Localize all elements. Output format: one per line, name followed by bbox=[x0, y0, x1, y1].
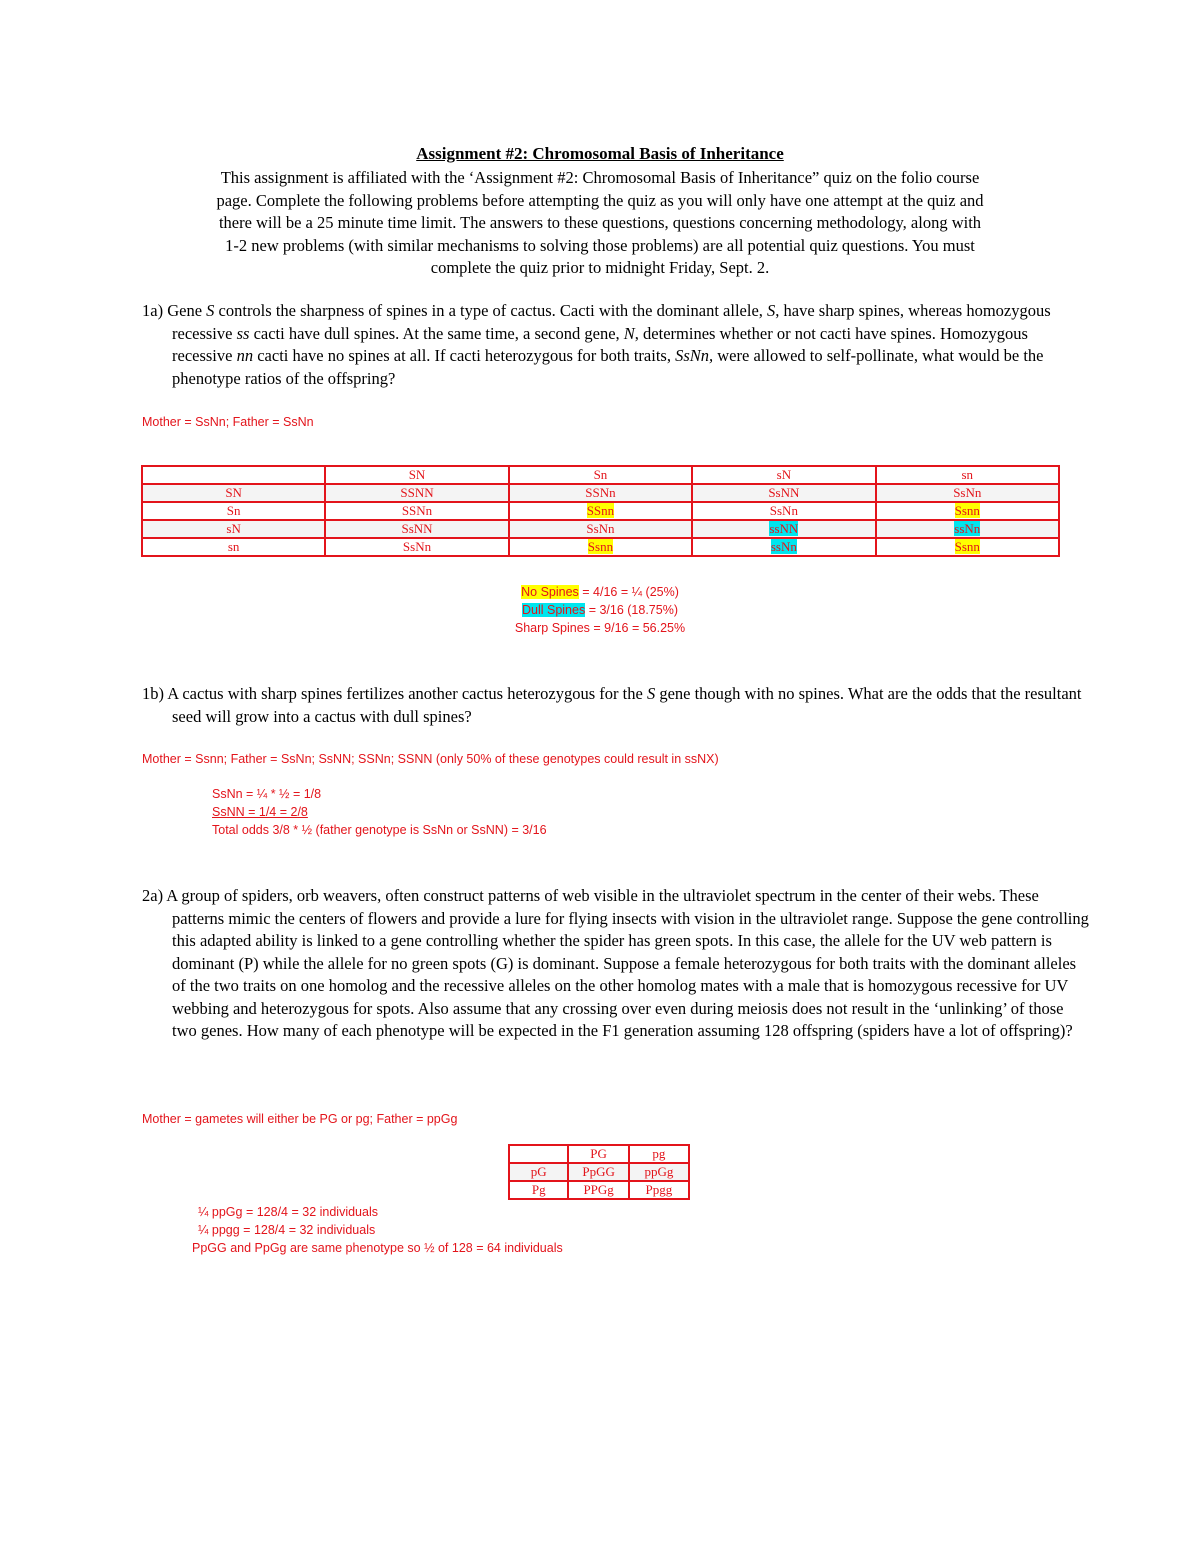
table-cell: SsNn bbox=[692, 502, 875, 520]
table-cell: SsNn bbox=[509, 520, 692, 538]
table-cell: PpGG bbox=[568, 1163, 628, 1181]
highlighted-genotype: Ssnn bbox=[587, 539, 614, 554]
table-cell: Ppgg bbox=[629, 1181, 689, 1199]
table-cell bbox=[509, 538, 692, 556]
table-row bbox=[142, 538, 1059, 556]
question-text: Gene bbox=[163, 301, 207, 320]
answer-line: ¼ ppGg = 128/4 = 32 individuals bbox=[198, 1205, 378, 1219]
highlighted-genotype: ssNn bbox=[770, 539, 797, 554]
answer-2a-work bbox=[192, 1203, 563, 1257]
table-row bbox=[142, 484, 1059, 502]
question-text: A cactus with sharp spines fertilizes another cactus heterozygous for the bbox=[164, 684, 647, 703]
gene-symbol: ss bbox=[236, 323, 250, 343]
result-no-spines bbox=[0, 583, 1200, 601]
no-spines-label: No Spines bbox=[521, 585, 579, 599]
table-cell bbox=[692, 520, 875, 538]
table-cell: sn bbox=[142, 538, 325, 556]
table-cell bbox=[876, 538, 1059, 556]
highlighted-genotype: ssNn bbox=[954, 521, 981, 536]
question-text: A group of spiders, orb weavers, often construct patterns of web visible in the ultraviolet spectrum in the center of their webs. These patterns mimic the centers of flowers and provide a lure for flying insects with vision in the ultraviolet range. Suppose the gene controlling this adapted ability is linked to a gene controlling whether the spider has green spots. In this case, the allele for the UV web pattern is dominant (P) while the allele for no green spots (G) is dominant. Suppose a female heterozygous for both traits with the dominant alleles of the two traits on one homolog and the recessive alleles on the other homolog mates with a male that is homozygous recessive for UV webbing and heterozygous for spots. Also assume that any crossing over even during meiosis does not result in the ‘unlinking’ of those two genes. How many of each phenotype will be expected in the F1 generation assuming 128 offspring (spiders have a lot of offspring)? bbox=[163, 886, 1089, 1040]
table-cell: PPGg bbox=[568, 1181, 628, 1199]
highlighted-genotype: ssNN bbox=[769, 521, 799, 536]
question-1b bbox=[142, 683, 1092, 728]
punnett-square-1a bbox=[141, 465, 1060, 557]
question-text: , determines whether or not cacti have spines. Homozygous recessive bbox=[172, 323, 1028, 365]
table-cell: SSNN bbox=[325, 484, 508, 502]
intro-line: page. Complete the following problems before attempting the quiz as you will only have one attempt at the quiz and bbox=[216, 190, 984, 210]
question-text: controls the sharpness of spines in a type of cactus. Cacti with the dominant allele, bbox=[214, 301, 768, 320]
question-text: cacti have dull spines. At the same time, a second gene, bbox=[249, 323, 624, 343]
table-cell: pg bbox=[629, 1145, 689, 1163]
table-row bbox=[509, 1163, 689, 1181]
intro-line: complete the quiz prior to midnight Friday, Sept. 2. bbox=[430, 258, 770, 277]
table-cell: pG bbox=[509, 1163, 568, 1181]
highlighted-genotype: Ssnn bbox=[954, 503, 980, 518]
gene-symbol: SsNn, bbox=[675, 346, 714, 365]
result-sharp-spines: Sharp Spines = 9/16 = 56.25% bbox=[514, 621, 686, 635]
table-cell bbox=[876, 520, 1059, 538]
question-2a bbox=[142, 885, 1092, 1043]
table-cell: SSNn bbox=[509, 484, 692, 502]
answer-line: SsNN = 1/4 = 2/8 bbox=[212, 805, 308, 819]
table-cell: SN bbox=[325, 466, 508, 484]
question-text: gene though with no spines. What are the odds that the resultant seed will grow into a cactus with dull spines? bbox=[172, 684, 1082, 726]
answer-line: PpGG and PpGg are same phenotype so ½ of 128 = 64 individuals bbox=[192, 1241, 563, 1255]
highlighted-genotype: Ssnn bbox=[954, 539, 980, 554]
result-value: = 3/16 (18.75%) bbox=[585, 603, 678, 617]
question-text: cacti have no spines at all. If cacti heterozygous for both traits, bbox=[253, 346, 676, 365]
table-cell: sn bbox=[876, 466, 1059, 484]
gene-symbol: S bbox=[206, 301, 215, 320]
table-row bbox=[509, 1181, 689, 1199]
question-text: , have sharp spines, whereas homozygous recessive bbox=[172, 301, 1051, 343]
question-label: 1b) bbox=[142, 684, 164, 703]
gene-symbol: S bbox=[646, 684, 656, 703]
dull-spines-label: Dull Spines bbox=[521, 603, 586, 617]
table-cell bbox=[509, 1145, 568, 1163]
question-label: 1a) bbox=[142, 301, 164, 320]
punnett-square-2a bbox=[508, 1144, 690, 1200]
answer-2a-parents: Mother = gametes will either be PG or pg; Father = ppGg bbox=[142, 1112, 458, 1126]
result-dull-spines bbox=[0, 601, 1200, 619]
gene-symbol: N bbox=[623, 323, 635, 343]
question-text: were allowed to self-pollinate, what would be the phenotype ratios of the offspring? bbox=[172, 346, 1044, 388]
gene-symbol: nn bbox=[236, 346, 254, 365]
question-label: 2a) bbox=[142, 886, 164, 905]
table-header-row bbox=[142, 466, 1059, 484]
table-cell: SN bbox=[142, 484, 325, 502]
table-cell: sN bbox=[142, 520, 325, 538]
intro-line: 1-2 new problems (with similar mechanisms to solving those problems) are all potential quiz questions. You must bbox=[225, 235, 975, 255]
table-cell: PG bbox=[568, 1145, 628, 1163]
table-cell: Sn bbox=[142, 502, 325, 520]
answer-1b-work bbox=[212, 785, 547, 839]
question-1a bbox=[142, 300, 1092, 390]
gene-symbol: S bbox=[767, 301, 776, 320]
assignment-title: Assignment #2: Chromosomal Basis of Inheritance bbox=[416, 144, 784, 163]
answer-line: ¼ ppgg = 128/4 = 32 individuals bbox=[198, 1223, 376, 1237]
table-row bbox=[142, 520, 1059, 538]
table-cell: SSNn bbox=[325, 502, 508, 520]
table-cell bbox=[876, 502, 1059, 520]
assignment-intro bbox=[138, 167, 1062, 280]
table-cell bbox=[142, 466, 325, 484]
intro-line: This assignment is affiliated with the ‘Assignment #2: Chromosomal Basis of Inheritance” quiz on the folio course bbox=[220, 168, 980, 187]
answer-line: Total odds 3/8 * ½ (father genotype is SsNn or SsNN) = 3/16 bbox=[212, 823, 547, 837]
table-cell: ppGg bbox=[629, 1163, 689, 1181]
answer-1a-parents: Mother = SsNn; Father = SsNn bbox=[142, 415, 314, 429]
result-value: = 4/16 = ¼ (25%) bbox=[578, 585, 679, 599]
table-cell: SsNn bbox=[325, 538, 508, 556]
table-cell bbox=[509, 502, 692, 520]
table-cell bbox=[692, 538, 875, 556]
table-cell: SsNN bbox=[325, 520, 508, 538]
answer-1b-parents: Mother = Ssnn; Father = SsNn; SsNN; SSNn; SSNN (only 50% of these genotypes could result in ssNX) bbox=[142, 752, 719, 766]
intro-line: there will be a 25 minute time limit. The answers to these questions, questions concerning methodology, along with bbox=[218, 213, 982, 232]
table-cell: SsNN bbox=[692, 484, 875, 502]
table-cell: Pg bbox=[509, 1181, 568, 1199]
table-header-row bbox=[509, 1145, 689, 1163]
answer-1a-results bbox=[0, 583, 1200, 637]
table-cell: sN bbox=[692, 466, 875, 484]
answer-line: SsNn = ¼ * ½ = 1/8 bbox=[212, 787, 322, 801]
table-cell: SsNn bbox=[876, 484, 1059, 502]
table-cell: Sn bbox=[509, 466, 692, 484]
table-row bbox=[142, 502, 1059, 520]
highlighted-genotype: SSnn bbox=[586, 503, 615, 518]
